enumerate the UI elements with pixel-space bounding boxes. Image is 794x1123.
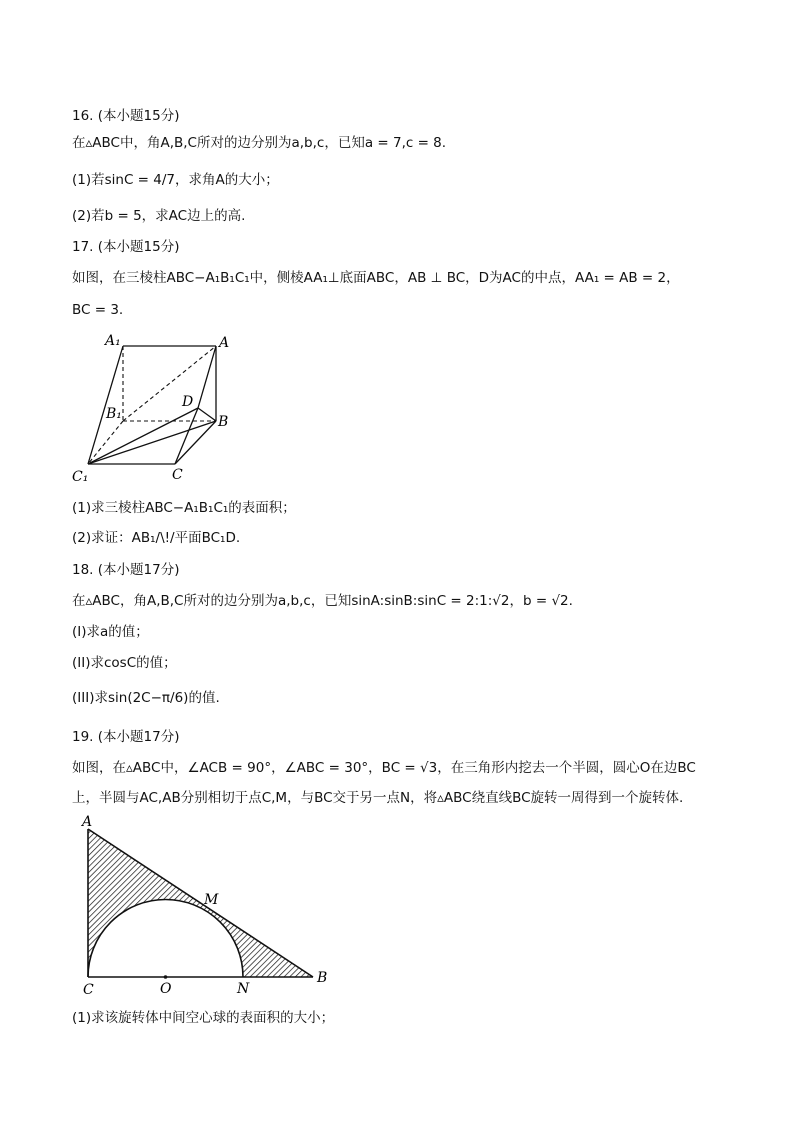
problem-17-part-1: (1)求三棱柱ABC−A₁B₁C₁的表面积； bbox=[72, 500, 296, 516]
problem-19-stem-line-1: 如图，在▵ABC中，∠ACB = 90°，∠ABC = 30°，BC = √3，在三角形内挖去一个半圆，圆心O在边BC bbox=[72, 760, 696, 776]
prism-figure bbox=[60, 325, 260, 490]
label-M: M bbox=[204, 892, 219, 908]
problem-18-stem: 在▵ABC，角A,B,C所对的边分别为a,b,c，已知sinA:sinB:sinC = 2:1:√2，b = √2. bbox=[72, 593, 573, 609]
label-A1: A₁ bbox=[105, 333, 121, 349]
label-A: A bbox=[219, 335, 230, 351]
problem-17-header: 17. (本小题15分) bbox=[72, 239, 180, 255]
label-C: C bbox=[172, 467, 183, 483]
label-C1: C₁ bbox=[72, 469, 89, 485]
label-A: A bbox=[82, 814, 93, 830]
label-B: B bbox=[218, 414, 229, 430]
problem-16-part-2: (2)若b = 5，求AC边上的高. bbox=[72, 208, 246, 224]
problem-19-stem-line-2: 上，半圆与AC,AB分别相切于点C,M，与BC交于另一点N，将▵ABC绕直线BC旋转一周得到一个旋转体. bbox=[72, 790, 684, 806]
problem-17-part-2: (2)求证：AB₁/\!/平面BC₁D. bbox=[72, 530, 241, 546]
problem-16-stem: 在▵ABC中，角A,B,C所对的边分别为a,b,c，已知a = 7,c = 8. bbox=[72, 135, 447, 151]
problem-18-part-1: (I)求a的值； bbox=[72, 624, 149, 640]
label-D: D bbox=[182, 394, 194, 410]
problem-18-header: 18. (本小题17分) bbox=[72, 562, 180, 578]
problem-19-header: 19. (本小题17分) bbox=[72, 729, 180, 745]
label-O: O bbox=[160, 981, 172, 997]
label-B1: B₁ bbox=[106, 406, 122, 422]
problem-19-part-1: (1)求该旋转体中间空心球的表面积的大小； bbox=[72, 1010, 335, 1026]
problem-16-part-1: (1)若sinC = 4/7，求角A的大小； bbox=[72, 172, 279, 188]
problem-18-part-2: (II)求cosC的值； bbox=[72, 655, 177, 671]
problem-16-header: 16. (本小题15分) bbox=[72, 108, 180, 124]
problem-18-part-3: (III)求sin(2C−π/6)的值. bbox=[72, 690, 220, 706]
problem-17-stem-line-2: BC = 3. bbox=[72, 302, 124, 318]
problem-17-stem-line-1: 如图，在三棱柱ABC−A₁B₁C₁中，侧棱AA₁⊥底面ABC，AB ⊥ BC，D为AC的中点，AA₁ = AB = 2， bbox=[72, 270, 680, 286]
label-N: N bbox=[237, 981, 250, 997]
label-B: B bbox=[317, 970, 328, 986]
label-C: C bbox=[83, 982, 94, 997]
semicircle-triangle-figure bbox=[75, 812, 345, 997]
